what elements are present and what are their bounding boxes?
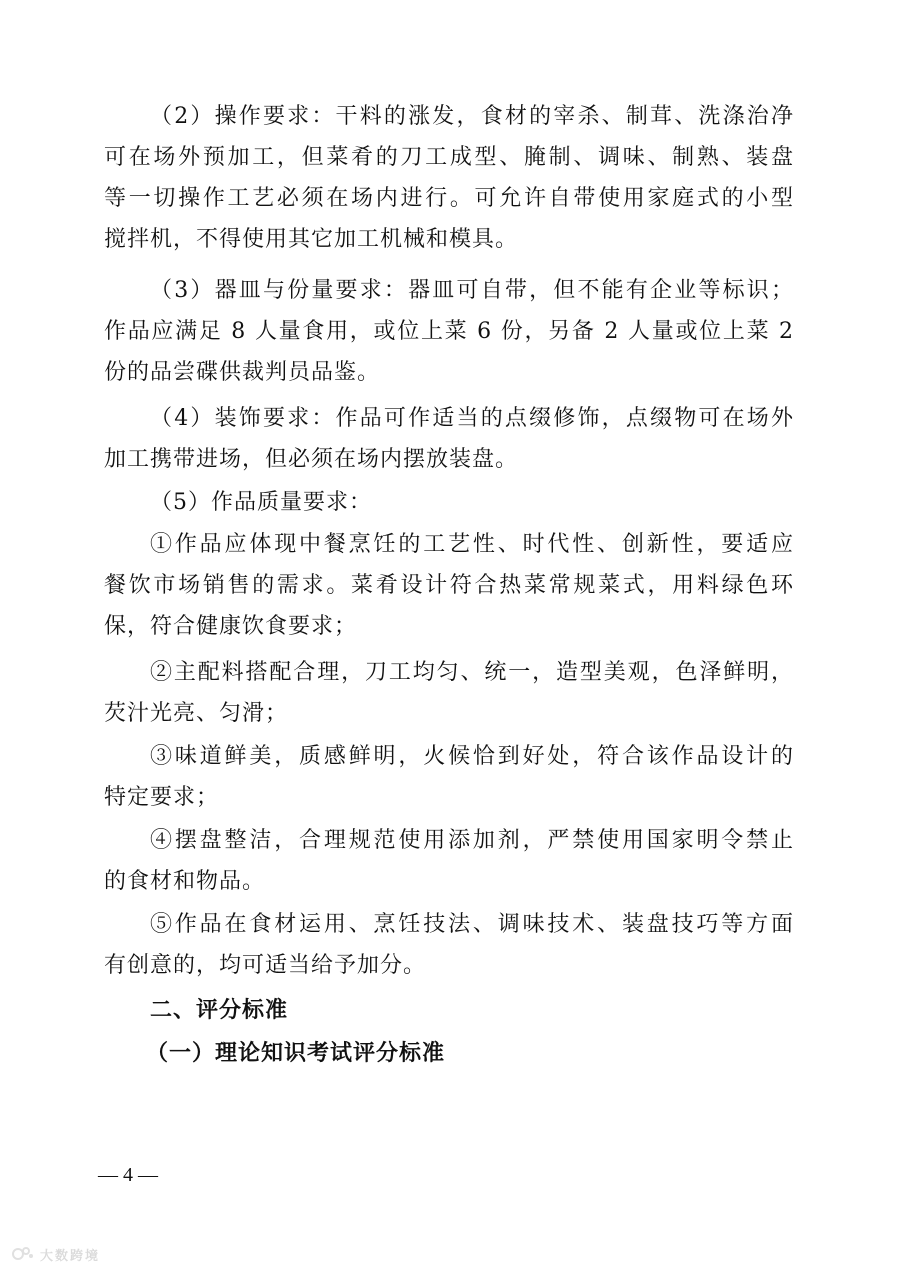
text-line: （2）操作要求：干料的涨发，食材的宰杀、制茸、洗涤治净 [150,104,794,129]
watermark-text: 大数跨境 [40,1248,101,1264]
list-item-quality-3 [104,736,794,818]
text-line: 保，符合健康饮食要求； [104,614,358,639]
text-line: ⑤作品在食材运用、烹饪技法、调味技术、装盘技巧等方面 [150,912,794,937]
list-item-quality-1 [104,524,794,647]
paragraph-quality-requirements [104,482,794,523]
text-line: 加工携带进场，但必须在场内摆放装盘。 [104,447,519,472]
text-line: （4）装饰要求：作品可作适当的点缀修饰，点缀物可在场外 [150,406,794,431]
paragraph-operation-requirements [104,96,794,260]
list-item-quality-2 [104,652,794,734]
text-line: 作品应满足 8 人量食用，或位上菜 6 份，另备 2 人量或位上菜 2 [104,319,794,344]
text-line: 特定要求； [104,785,220,810]
text-line: （5）作品质量要求： [150,490,372,515]
text-line: 餐饮市场销售的需求。菜肴设计符合热菜常规菜式，用料绿色环 [104,573,794,598]
watermark [12,1243,132,1265]
list-item-quality-4 [104,820,794,902]
page-number: — 4 — [98,1164,158,1186]
text-line: （3）器皿与份量要求：器皿可自带，但不能有企业等标识； [150,278,794,303]
text-line: ②主配料搭配合理，刀工均匀、统一，造型美观，色泽鲜明， [150,660,794,685]
section-heading: 二、评分标准 [150,998,289,1023]
text-line: 芡汁光亮、匀滑； [104,701,289,726]
watermark-logo-icon [12,1245,34,1263]
list-item-quality-5 [104,904,794,986]
paragraph-vessel-requirements [104,270,794,393]
text-line: ③味道鲜美，质感鲜明，火候恰到好处，符合该作品设计的 [150,744,794,769]
text-line: 有创意的，均可适当给予加分。 [104,953,427,978]
text-line: ①作品应体现中餐烹饪的工艺性、时代性、创新性，要适应 [150,532,794,557]
text-line: 份的品尝碟供裁判员品鉴。 [104,360,381,385]
text-line: 搅拌机，不得使用其它加工机械和模具。 [104,227,519,252]
text-line: 的食材和物品。 [104,869,266,894]
text-line: 可在场外预加工，但菜肴的刀工成型、腌制、调味、制熟、装盘 [104,145,794,170]
text-line: ④摆盘整洁，合理规范使用添加剂，严禁使用国家明令禁止 [150,828,794,853]
subsection-heading: （一）理论知识考试评分标准 [146,1041,446,1066]
text-line: 等一切操作工艺必须在场内进行。可允许自带使用家庭式的小型 [104,186,794,211]
paragraph-decoration-requirements [104,398,794,480]
